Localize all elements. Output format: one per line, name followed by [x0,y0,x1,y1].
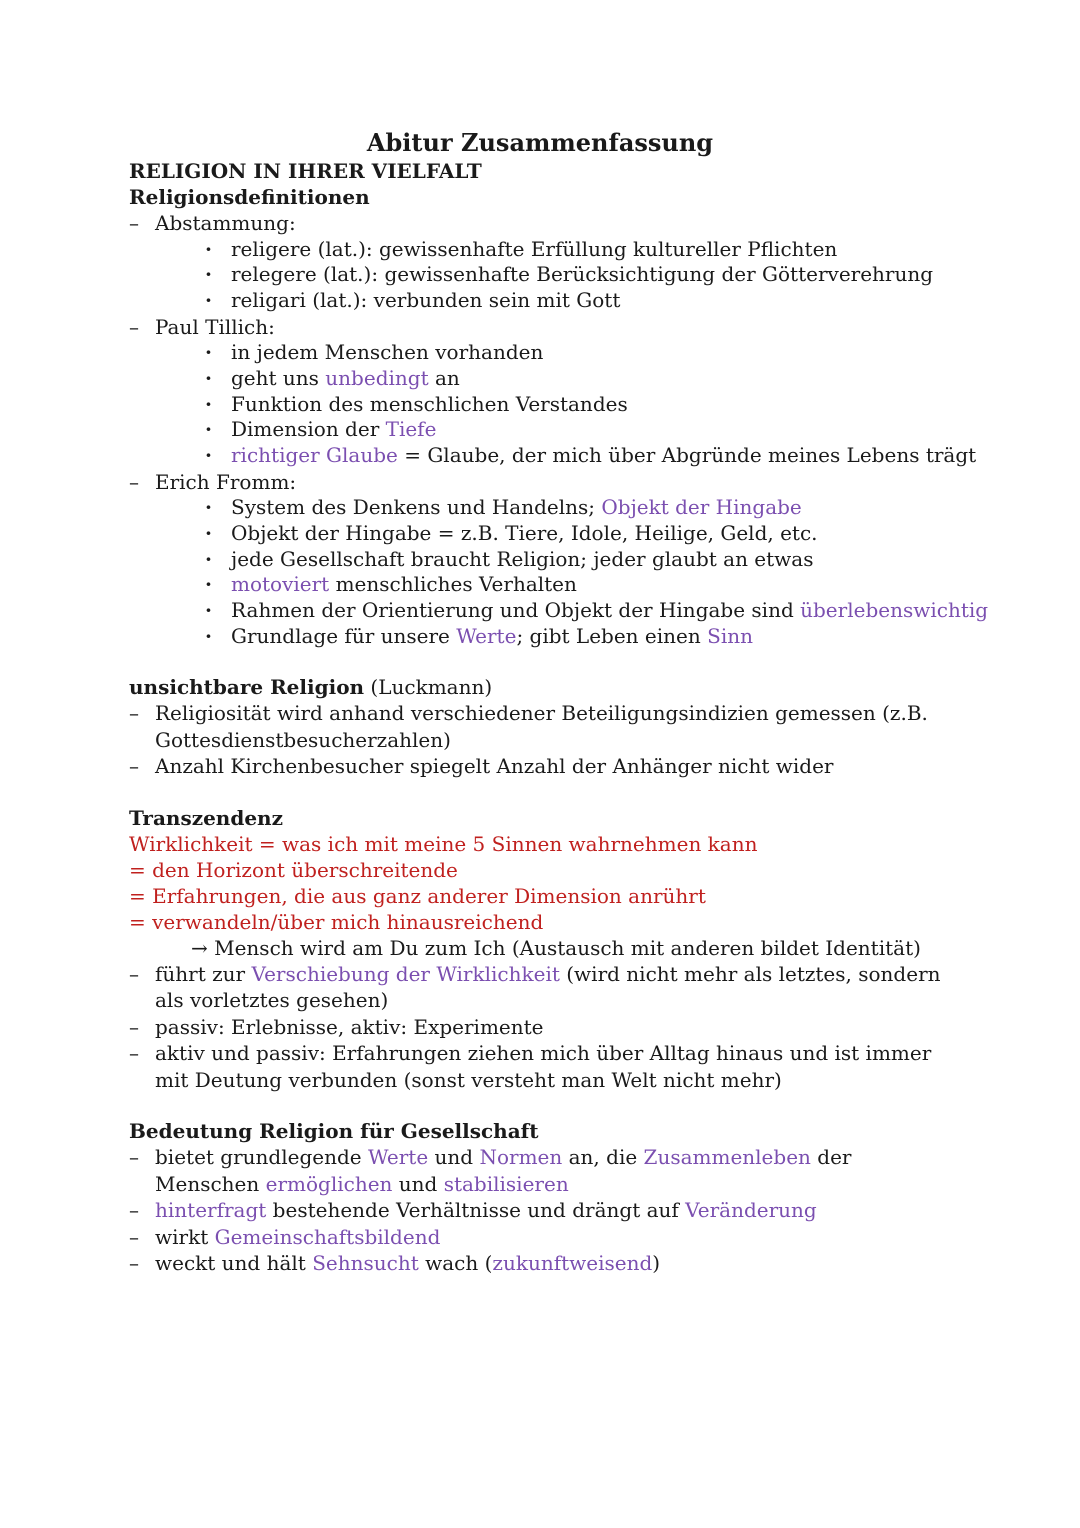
list-item: · geht uns unbedingt an [129,366,949,392]
document-title: Abitur Zusammenfassung [366,128,714,157]
list-item: · in jedem Menschen vorhanden [129,340,949,366]
list-item: – aktiv und passiv: Erfahrungen ziehen mich über Alltag hinaus und ist immer mit Deutung verbunden (sonst versteht man Welt nicht mehr) [129,1040,949,1093]
highlight-term: Normen [479,1145,563,1170]
list-item: · richtiger Glaube = Glaube, der mich über Abgründe meines Lebens trägt [129,443,949,469]
highlight-term: hinterfragt [155,1198,267,1223]
highlight-term: stabilisieren [443,1171,569,1196]
list-item: · jede Gesellschaft braucht Religion; jeder glaubt an etwas [129,547,949,573]
red-line: = den Horizont überschreitende [129,857,458,882]
highlight-term: Zusammenleben [643,1145,811,1170]
highlight-term: Gemeinschaftsbildend [214,1224,441,1249]
highlight-term: Verschiebung der Wirklichkeit [251,961,560,986]
highlight-term: Veränderung [685,1198,817,1223]
red-line: Wirklichkeit = was ich mit meine 5 Sinnen wahrnehmen kann [129,831,758,856]
highlight-term: Tiefe [385,417,437,442]
list-item: · Rahmen der Orientierung und Objekt der Hingabe sind überlebenswichtig [129,598,949,624]
section-heading: RELIGION IN IHRER VIELFALT [129,159,482,183]
highlight-term: Werte [456,623,517,648]
abstammung-label: – Abstammung: [129,210,949,237]
list-item: · religere (lat.): gewissenhafte Erfüllung kultureller Pflichten [129,237,949,263]
list-item: · Grundlage für unsere Werte; gibt Leben einen Sinn [129,624,949,650]
red-line: = verwandeln/über mich hinausreichend [129,909,544,934]
tillich-label: – Paul Tillich: [129,314,949,341]
list-item: – hinterfragt bestehende Verhältnisse und drängt auf Veränderung [129,1197,949,1224]
highlight-term: überlebenswichtig [800,597,989,622]
arrow-line: → Mensch wird am Du zum Ich (Austausch mit anderen bildet Identität) [191,935,921,960]
unsichtbar-heading-line: unsichtbare Religion (Luckmann) [129,675,493,700]
highlight-term: Sehnsucht [312,1251,419,1276]
list-item: – führt zur Verschiebung der Wirklichkeit (wird nicht mehr als letztes, sondern als vorletztes gesehen) [129,961,949,1014]
highlight-term: Werte [367,1145,429,1170]
list-item: · religari (lat.): verbunden sein mit Gott [129,288,949,314]
red-line: = Erfahrungen, die aus ganz anderer Dimension anrührt [129,883,706,908]
fromm-label: – Erich Fromm: [129,469,949,496]
list-item: – weckt und hält Sehnsucht wach (zukunftweisend) [129,1250,949,1277]
highlight-term: richtiger Glaube [231,442,398,467]
document-title-wrap [0,128,1080,158]
document-body [129,158,989,1277]
highlight-term: unbedingt [325,365,429,390]
bedeutung-heading: Bedeutung Religion für Gesellschaft [129,1119,539,1144]
list-item: – Religiosität wird anhand verschiedener Beteiligungsindizien gemessen (z.B. Gottesdienstbesucherzahlen) [129,700,949,753]
list-item: · motoviert menschliches Verhalten [129,572,949,598]
list-item: · relegere (lat.): gewissenhafte Berücksichtigung der Götterverehrung [129,262,949,288]
list-item: · Dimension der Tiefe [129,417,949,443]
highlight-term: motoviert [231,572,330,597]
highlight-term: zukunftweisend [492,1251,653,1276]
list-item: – Anzahl Kirchenbesucher spiegelt Anzahl der Anhänger nicht wider [129,753,949,780]
highlight-term: Objekt der Hingabe [601,495,802,520]
list-item: · Funktion des menschlichen Verstandes [129,392,949,418]
definitions-heading: Religionsdefinitionen [129,185,370,209]
transzendenz-heading: Transzendenz [129,805,283,830]
list-item: – bietet grundlegende Werte und Normen an, die Zusammenleben der Menschen ermöglichen und stabilisieren [129,1144,949,1197]
list-item: · Objekt der Hingabe = z.B. Tiere, Idole, Heilige, Geld, etc. [129,521,949,547]
unsichtbar-heading: unsichtbare Religion [129,675,365,700]
list-item: · System des Denkens und Handelns; Objekt der Hingabe [129,495,949,521]
highlight-term: Sinn [707,623,753,648]
list-item: – wirkt Gemeinschaftsbildend [129,1224,949,1251]
highlight-term: ermöglichen [265,1171,393,1196]
list-item: – passiv: Erlebnisse, aktiv: Experimente [129,1014,949,1041]
